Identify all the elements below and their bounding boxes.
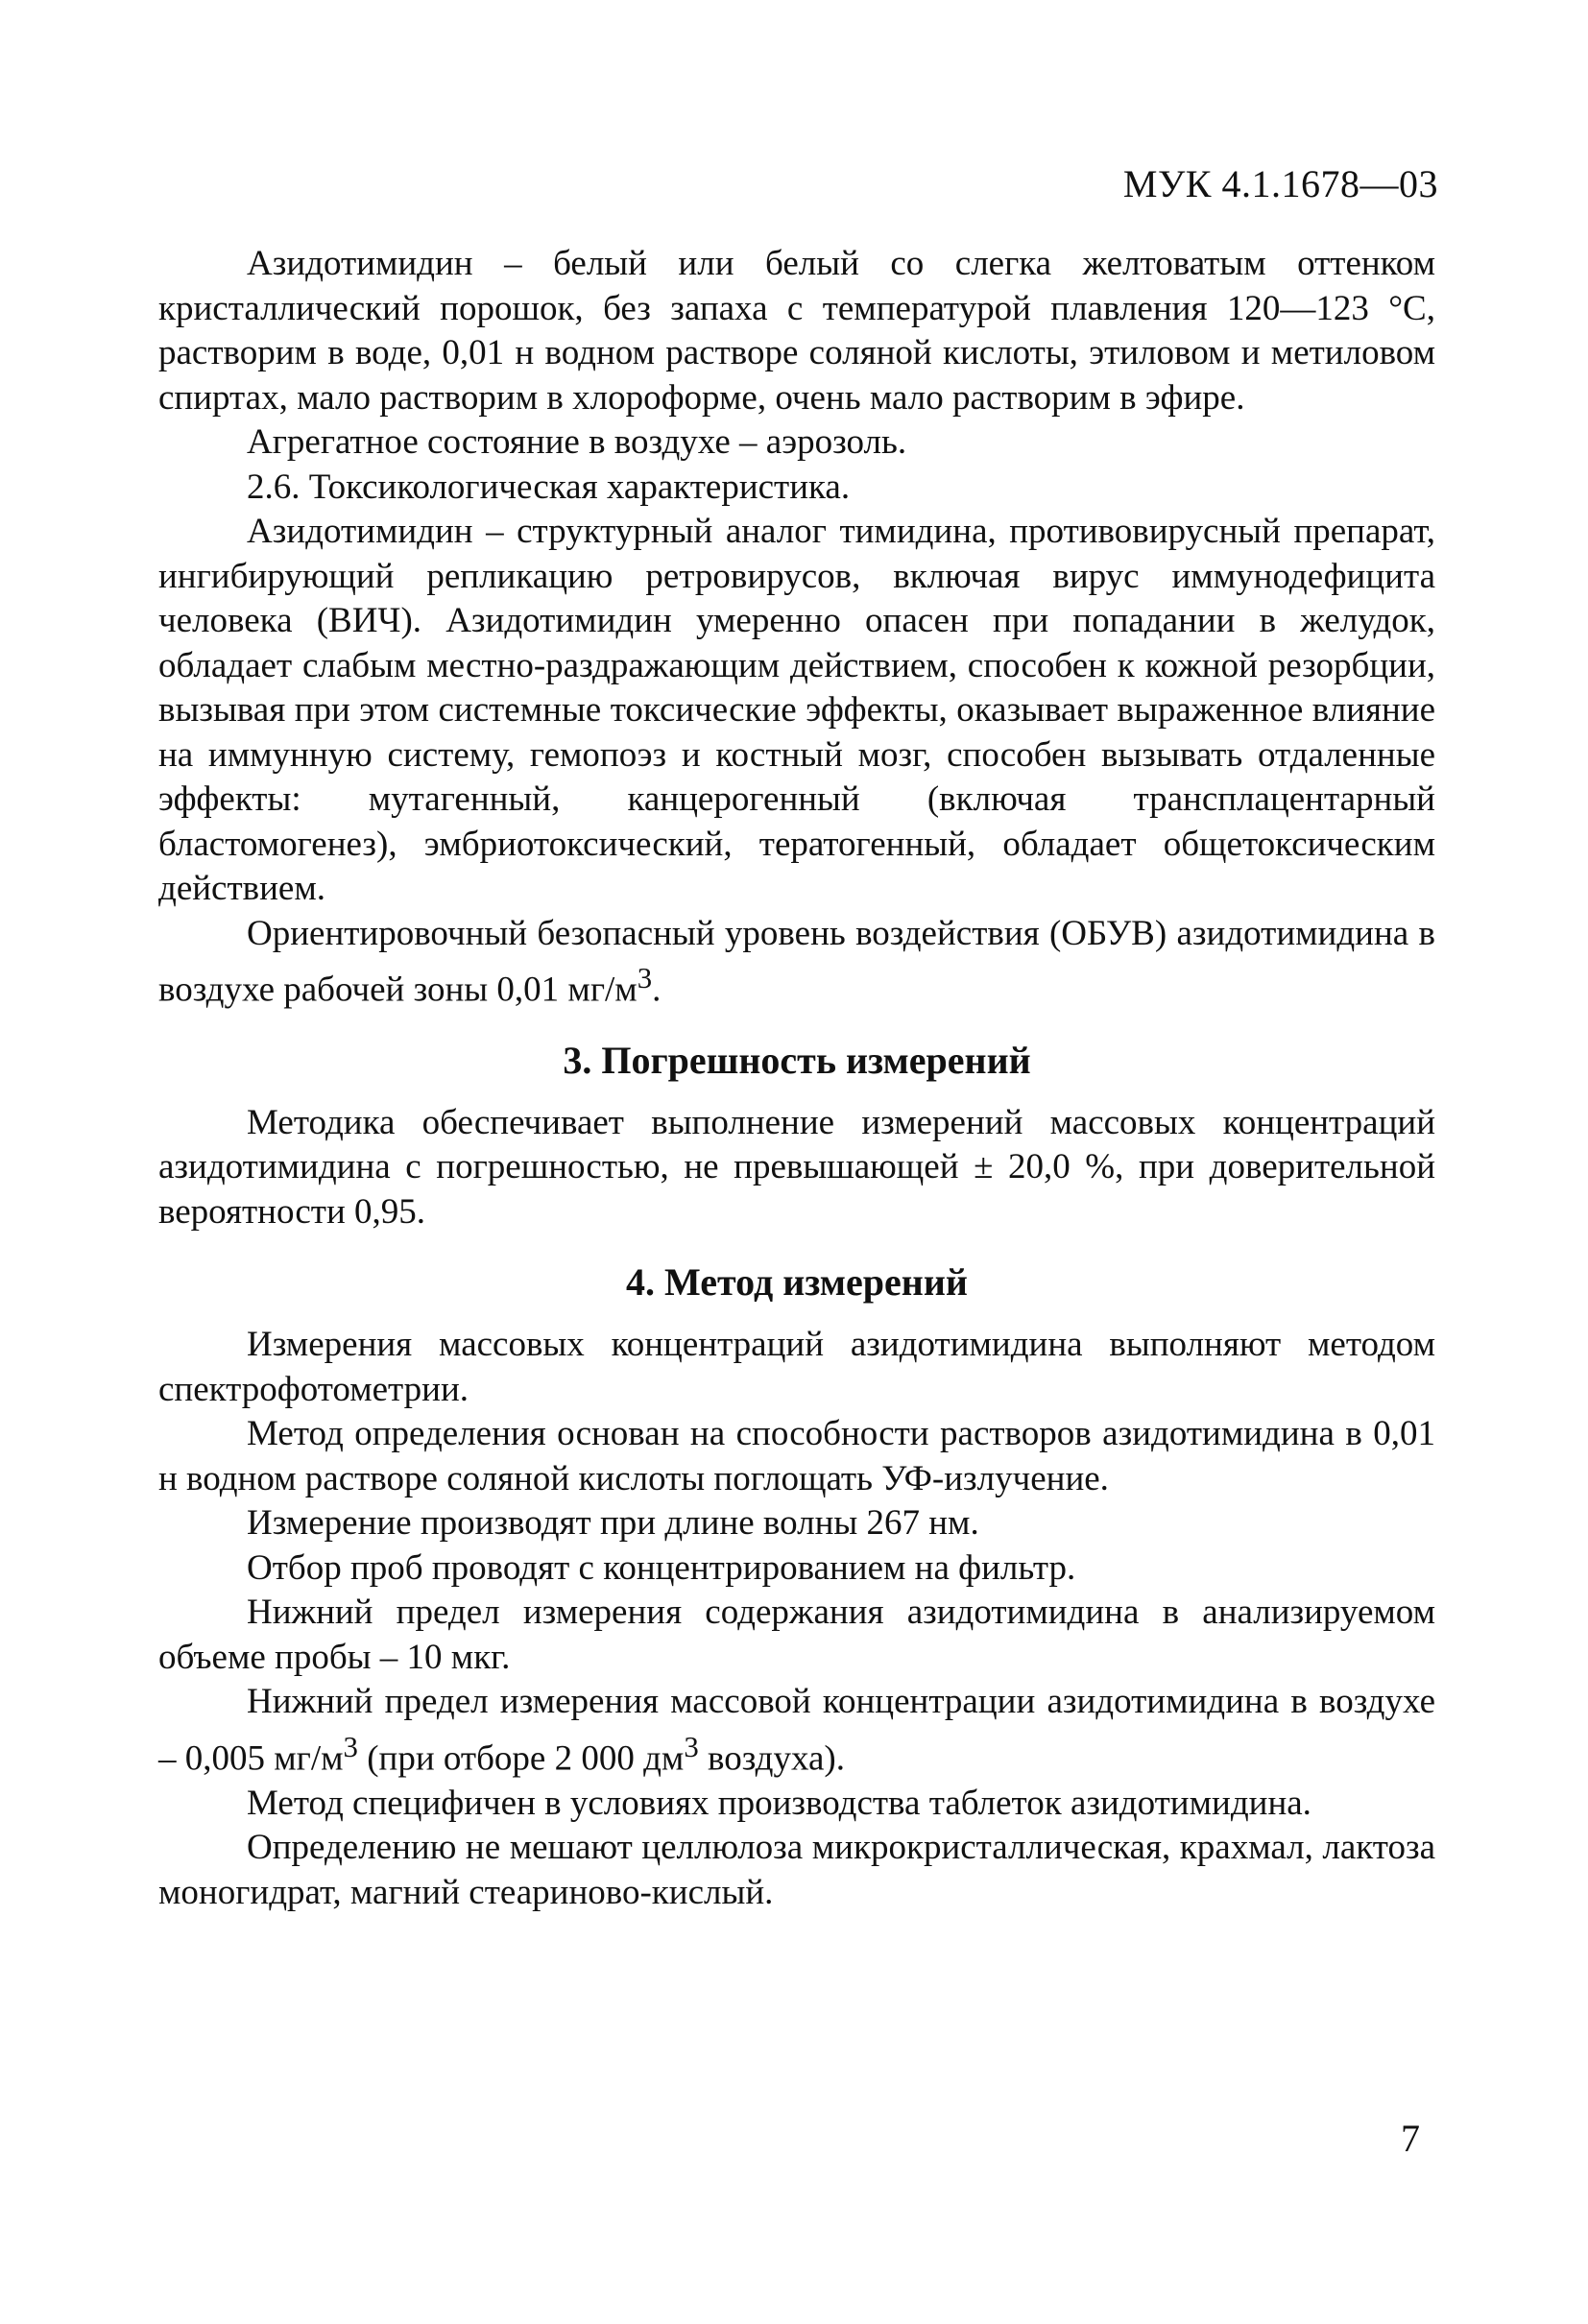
paragraph-specificity: Метод специфичен в условиях производства таблеток азидотимидина. xyxy=(247,1783,1311,1823)
lower-limit-air-text: Нижний предел измерения массовой концентрации азидотимидина в воздухе – 0,005 мг/м xyxy=(158,1682,1435,1779)
paragraph-interference: Определению не мешают целлюлоза микрокристаллическая, крахмал, лактоза моногидрат, магний стеариново-кислый. xyxy=(158,1828,1435,1912)
paragraph-wavelength: Измерение производят при длине волны 267 нм. xyxy=(247,1503,979,1544)
paragraph-description: Азидотимидин – белый или белый со слегка желтоватым оттенком кристаллический порошок, без запаха с температурой плавления 120—123 °С, растворим в воде, 0,01 н водном растворе соляной кислоты, этиловом и метиловом спиртах, мало растворим в хлороформе, очень мало растворим в эфире. xyxy=(158,244,1435,418)
lower-limit-unit-exponent: 3 xyxy=(343,1730,358,1763)
page-number: 7 xyxy=(1401,2117,1420,2160)
paragraph-toxicology: Азидотимидин – структурный аналог тимидина, противовирусный препарат, ингибирующий репликацию ретровирусов, включая вирус иммунодефицита человека (ВИЧ). Азидотимидин умеренно опасен при попадании в желудок, обладает слабым местно-раздражающим действием, способен к кожной резорбции, вызывая при этом системные токсические эффекты, оказывает выраженное влияние на иммунную систему, гемопоэз и костный мозг, способен вызывать отдаленные эффекты: мутагенный, канцерогенный (включая трансплацентарный бластомогенез), эмбриотоксический, тератогенный, обладает общетоксическим действием. xyxy=(158,512,1435,908)
obuv-unit-exponent: 3 xyxy=(637,962,653,994)
obuv-end: . xyxy=(652,970,662,1010)
paragraph-lower-limit-air xyxy=(158,1680,1435,1781)
obuv-text: Ориентировочный безопасный уровень воздействия (ОБУВ) азидотимидина в воздухе рабочей зоны 0,01 мг/м xyxy=(158,913,1435,1010)
paragraph-lower-limit-sample: Нижний предел измерения содержания азидотимидина в анализируемом объеме пробы – 10 мкг. xyxy=(158,1593,1435,1677)
lower-limit-air-end: воздуха). xyxy=(698,1738,845,1779)
paragraph-method: Измерения массовых концентраций азидотимидина выполняют методом спектрофотометрии. xyxy=(158,1325,1435,1409)
paragraph-sampling: Отбор проб проводят с концентрированием на фильтр. xyxy=(247,1547,1076,1588)
paragraph-method-basis: Метод определения основан на способности растворов азидотимидина в 0,01 н водном растворе соляной кислоты поглощать УФ-излучение. xyxy=(158,1414,1435,1498)
section-heading-measurement-error: 3. Погрешность измерений xyxy=(563,1038,1031,1082)
paragraph-error: Методика обеспечивает выполнение измерений массовых концентраций азидотимидина с погрешностью, не превышающей ± 20,0 %, при доверительной вероятности 0,95. xyxy=(158,1102,1435,1232)
paragraph-aggregate-state: Агрегатное состояние в воздухе – аэрозоль. xyxy=(247,422,907,462)
paragraph-section-2-6: 2.6. Токсикологическая характеристика. xyxy=(247,467,851,507)
page-body xyxy=(158,242,1435,1915)
document-code: МУК 4.1.1678—03 xyxy=(1122,162,1438,205)
paragraph-obuv xyxy=(158,912,1435,1013)
section-heading-measurement-method: 4. Метод измерений xyxy=(626,1260,968,1305)
lower-limit-air-sampling: (при отборе 2 000 дм xyxy=(357,1738,685,1779)
sampling-volume-exponent: 3 xyxy=(684,1730,699,1763)
